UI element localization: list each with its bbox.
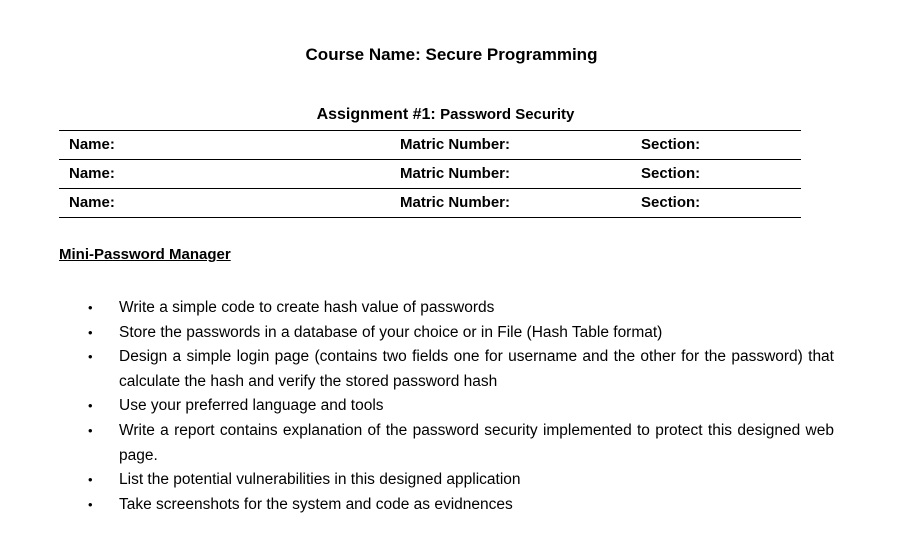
list-item-text: Use your preferred language and tools — [119, 397, 384, 415]
bullet-icon: • — [88, 496, 93, 512]
list-item — [0, 493, 834, 518]
assignment-topic: Password Security — [440, 106, 575, 123]
student-info-row — [59, 189, 801, 218]
list-item — [0, 296, 834, 321]
section-label: Section: — [641, 194, 701, 211]
course-title: Course Name: Secure Programming — [305, 45, 598, 64]
list-item — [0, 419, 834, 468]
bullet-icon: • — [88, 349, 93, 365]
list-item-text: Take screenshots for the system and code as evidnences — [119, 495, 513, 513]
bullet-icon: • — [88, 472, 93, 488]
list-item — [0, 345, 834, 394]
matric-number-label: Matric Number: — [400, 136, 511, 153]
list-item-text: Write a simple code to create hash value of passwords — [119, 299, 495, 316]
matric-number-label: Matric Number: — [400, 194, 511, 211]
name-label: Name: — [69, 194, 115, 211]
list-item-text: Design a simple login page (contains two fields one for username and the other for the password) that calculate the hash and verify the stored password hash — [119, 348, 834, 390]
bullet-icon: • — [88, 300, 93, 315]
bullet-icon: • — [88, 398, 93, 414]
name-label: Name: — [69, 136, 115, 153]
list-item-text: Write a report contains explanation of the password security implemented to protect this designed web page. — [119, 421, 834, 464]
section-heading: Mini-Password Manager — [59, 246, 231, 263]
list-item — [0, 468, 834, 493]
assignment-title — [0, 106, 891, 124]
bullet-icon: • — [88, 422, 93, 438]
list-item — [0, 394, 834, 419]
section-label: Section: — [641, 136, 701, 153]
list-item — [0, 321, 834, 346]
student-info-table — [59, 130, 801, 218]
assignment-number: Assignment #1: — [316, 106, 436, 123]
student-info-row — [59, 131, 801, 160]
bullet-icon: • — [88, 324, 93, 340]
matric-number-label: Matric Number: — [400, 165, 511, 182]
list-item-text: List the potential vulnerabilities in this designed application — [119, 471, 521, 489]
task-list — [0, 296, 911, 517]
name-label: Name: — [69, 165, 115, 182]
section-label: Section: — [641, 165, 701, 182]
list-item-text: Store the passwords in a database of your choice or in File (Hash Table format) — [119, 323, 663, 341]
student-info-row — [59, 160, 801, 189]
